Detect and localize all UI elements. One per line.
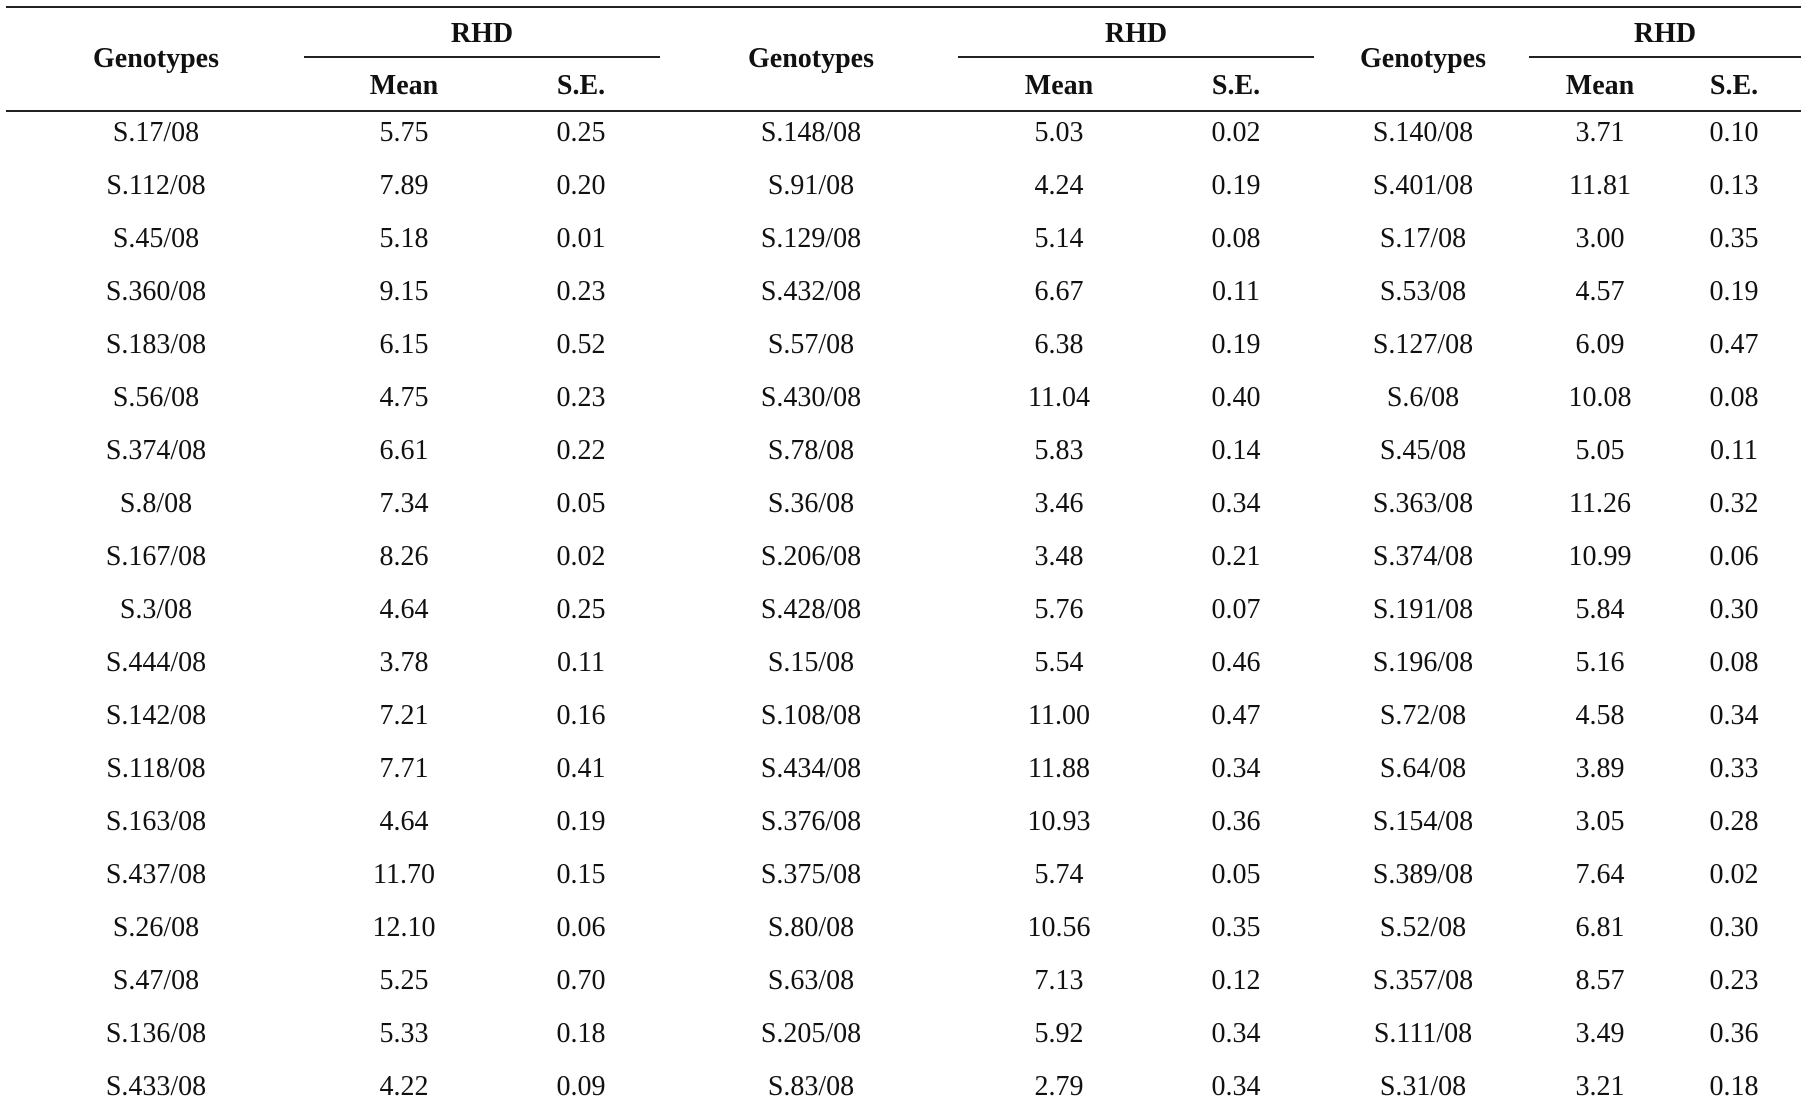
- table-top-rule: [6, 6, 1801, 8]
- genotype-cell: S.206/08: [760, 541, 862, 572]
- table-header-rule: [6, 110, 1801, 112]
- mean-cell: 3.05: [1575, 806, 1625, 837]
- mean-cell: 5.16: [1575, 647, 1625, 678]
- genotype-cell: S.47/08: [112, 965, 200, 996]
- genotype-cell: S.3/08: [119, 594, 193, 625]
- mean-cell: 7.64: [1575, 859, 1625, 890]
- genotype-cell: S.17/08: [1379, 223, 1467, 254]
- genotype-cell: S.360/08: [105, 276, 207, 307]
- genotype-cell: S.63/08: [767, 965, 855, 996]
- mean-cell: 10.08: [1568, 382, 1632, 413]
- se-cell: 0.36: [1211, 806, 1261, 837]
- genotype-cell: S.428/08: [760, 594, 862, 625]
- se-cell: 0.14: [1211, 435, 1261, 466]
- genotype-cell: S.136/08: [105, 1018, 207, 1049]
- mean-cell: 5.92: [1034, 1018, 1084, 1049]
- mean-header: Mean: [1024, 70, 1094, 101]
- genotype-cell: S.140/08: [1372, 117, 1474, 148]
- se-cell: 0.32: [1709, 488, 1759, 519]
- mean-cell: 3.71: [1575, 117, 1625, 148]
- mean-cell: 4.64: [379, 594, 429, 625]
- genotype-cell: S.444/08: [105, 647, 207, 678]
- genotype-cell: S.36/08: [767, 488, 855, 519]
- se-cell: 0.11: [1212, 276, 1260, 307]
- genotype-cell: S.127/08: [1372, 329, 1474, 360]
- genotype-cell: S.167/08: [105, 541, 207, 572]
- se-cell: 0.52: [556, 329, 606, 360]
- se-cell: 0.02: [1709, 859, 1759, 890]
- genotype-cell: S.191/08: [1372, 594, 1474, 625]
- genotype-cell: S.437/08: [105, 859, 207, 890]
- se-cell: 0.18: [556, 1018, 606, 1049]
- mean-cell: 3.21: [1575, 1071, 1625, 1102]
- se-cell: 0.12: [1211, 965, 1261, 996]
- mean-header: Mean: [369, 70, 439, 101]
- se-cell: 0.25: [556, 117, 606, 148]
- mean-cell: 10.93: [1027, 806, 1091, 837]
- genotype-cell: S.45/08: [1379, 435, 1467, 466]
- mean-cell: 11.26: [1569, 488, 1631, 519]
- mean-cell: 4.57: [1575, 276, 1625, 307]
- mean-cell: 5.76: [1034, 594, 1084, 625]
- genotype-cell: S.64/08: [1379, 753, 1467, 784]
- genotype-cell: S.17/08: [112, 117, 200, 148]
- genotype-cell: S.183/08: [105, 329, 207, 360]
- se-cell: 0.13: [1709, 170, 1759, 201]
- mean-cell: 7.21: [379, 700, 429, 731]
- genotype-cell: S.80/08: [767, 912, 855, 943]
- genotypes-header: Genotypes: [93, 43, 219, 74]
- genotype-cell: S.8/08: [119, 488, 193, 519]
- genotype-cell: S.45/08: [112, 223, 200, 254]
- se-cell: 0.07: [1211, 594, 1261, 625]
- mean-cell: 6.61: [379, 435, 429, 466]
- se-cell: 0.23: [556, 382, 606, 413]
- genotype-cell: S.375/08: [760, 859, 862, 890]
- genotypes-header: Genotypes: [1360, 43, 1486, 74]
- genotype-cell: S.72/08: [1379, 700, 1467, 731]
- mean-cell: 7.34: [379, 488, 429, 519]
- se-cell: 0.35: [1709, 223, 1759, 254]
- se-cell: 0.21: [1211, 541, 1261, 572]
- mean-cell: 10.99: [1568, 541, 1632, 572]
- mean-cell: 12.10: [372, 912, 436, 943]
- mean-cell: 7.89: [379, 170, 429, 201]
- mean-cell: 5.25: [379, 965, 429, 996]
- mean-cell: 4.22: [379, 1071, 429, 1102]
- mean-cell: 6.15: [379, 329, 429, 360]
- mean-cell: 3.89: [1575, 753, 1625, 784]
- genotype-cell: S.374/08: [1372, 541, 1474, 572]
- mean-cell: 5.75: [379, 117, 429, 148]
- mean-cell: 6.38: [1034, 329, 1084, 360]
- se-cell: 0.41: [556, 753, 606, 784]
- mean-cell: 5.74: [1034, 859, 1084, 890]
- mean-cell: 5.83: [1034, 435, 1084, 466]
- se-cell: 0.34: [1709, 700, 1759, 731]
- se-cell: 0.30: [1709, 912, 1759, 943]
- mean-cell: 3.48: [1034, 541, 1084, 572]
- genotype-cell: S.91/08: [767, 170, 855, 201]
- mean-cell: 5.14: [1034, 223, 1084, 254]
- genotype-cell: S.205/08: [760, 1018, 862, 1049]
- se-cell: 0.11: [557, 647, 605, 678]
- se-cell: 0.34: [1211, 1071, 1261, 1102]
- se-cell: 0.05: [556, 488, 606, 519]
- mean-cell: 4.64: [379, 806, 429, 837]
- mean-cell: 7.13: [1034, 965, 1084, 996]
- se-cell: 0.47: [1709, 329, 1759, 360]
- mean-cell: 11.04: [1028, 382, 1090, 413]
- mean-cell: 11.00: [1028, 700, 1090, 731]
- genotype-cell: S.196/08: [1372, 647, 1474, 678]
- mean-cell: 5.54: [1034, 647, 1084, 678]
- genotype-cell: S.434/08: [760, 753, 862, 784]
- genotype-cell: S.108/08: [760, 700, 862, 731]
- mean-cell: 6.09: [1575, 329, 1625, 360]
- genotype-cell: S.112/08: [106, 170, 206, 201]
- mean-cell: 11.81: [1569, 170, 1631, 201]
- se-cell: 0.19: [1709, 276, 1759, 307]
- se-cell: 0.08: [1709, 647, 1759, 678]
- se-cell: 0.46: [1211, 647, 1261, 678]
- mean-cell: 11.70: [373, 859, 435, 890]
- genotype-cell: S.53/08: [1379, 276, 1467, 307]
- se-cell: 0.33: [1709, 753, 1759, 784]
- mean-cell: 2.79: [1034, 1071, 1084, 1102]
- genotype-cell: S.83/08: [767, 1071, 855, 1102]
- genotype-cell: S.57/08: [767, 329, 855, 360]
- genotype-cell: S.26/08: [112, 912, 200, 943]
- se-cell: 0.08: [1709, 382, 1759, 413]
- se-cell: 0.28: [1709, 806, 1759, 837]
- genotype-cell: S.148/08: [760, 117, 862, 148]
- genotype-cell: S.118/08: [106, 753, 206, 784]
- se-cell: 0.18: [1709, 1071, 1759, 1102]
- se-cell: 0.20: [556, 170, 606, 201]
- genotype-cell: S.111/08: [1373, 1018, 1473, 1049]
- mean-cell: 5.03: [1034, 117, 1084, 148]
- genotype-cell: S.430/08: [760, 382, 862, 413]
- se-cell: 0.35: [1211, 912, 1261, 943]
- mean-cell: 3.49: [1575, 1018, 1625, 1049]
- genotype-cell: S.401/08: [1372, 170, 1474, 201]
- se-cell: 0.09: [556, 1071, 606, 1102]
- se-cell: 0.06: [556, 912, 606, 943]
- mean-cell: 10.56: [1027, 912, 1091, 943]
- se-cell: 0.19: [1211, 329, 1261, 360]
- se-cell: 0.01: [556, 223, 606, 254]
- genotypes-header: Genotypes: [748, 43, 874, 74]
- mean-cell: 4.75: [379, 382, 429, 413]
- mean-cell: 8.26: [379, 541, 429, 572]
- se-cell: 0.05: [1211, 859, 1261, 890]
- se-cell: 0.34: [1211, 1018, 1261, 1049]
- genotype-cell: S.31/08: [1379, 1071, 1467, 1102]
- genotype-cell: S.52/08: [1379, 912, 1467, 943]
- se-cell: 0.23: [556, 276, 606, 307]
- genotype-cell: S.129/08: [760, 223, 862, 254]
- se-header: S.E.: [1211, 70, 1261, 101]
- genotype-cell: S.357/08: [1372, 965, 1474, 996]
- se-cell: 0.34: [1211, 488, 1261, 519]
- se-cell: 0.25: [556, 594, 606, 625]
- mean-cell: 4.58: [1575, 700, 1625, 731]
- rhd-group-rule: [1529, 56, 1801, 58]
- se-cell: 0.22: [556, 435, 606, 466]
- genotype-cell: S.154/08: [1372, 806, 1474, 837]
- mean-cell: 3.00: [1575, 223, 1625, 254]
- genotype-cell: S.374/08: [105, 435, 207, 466]
- se-cell: 0.06: [1709, 541, 1759, 572]
- se-cell: 0.40: [1211, 382, 1261, 413]
- se-cell: 0.19: [556, 806, 606, 837]
- se-cell: 0.11: [1710, 435, 1758, 466]
- rhd-group-header: RHD: [1104, 18, 1168, 49]
- genotype-cell: S.433/08: [105, 1071, 207, 1102]
- se-cell: 0.02: [556, 541, 606, 572]
- genotype-cell: S.389/08: [1372, 859, 1474, 890]
- rhd-group-header: RHD: [1633, 18, 1697, 49]
- genotype-cell: S.432/08: [760, 276, 862, 307]
- mean-cell: 7.71: [379, 753, 429, 784]
- mean-cell: 6.81: [1575, 912, 1625, 943]
- rhd-group-rule: [958, 56, 1314, 58]
- se-cell: 0.47: [1211, 700, 1261, 731]
- mean-cell: 5.33: [379, 1018, 429, 1049]
- se-header: S.E.: [556, 70, 606, 101]
- se-cell: 0.02: [1211, 117, 1261, 148]
- mean-cell: 4.24: [1034, 170, 1084, 201]
- mean-cell: 9.15: [379, 276, 429, 307]
- genotype-cell: S.15/08: [767, 647, 855, 678]
- se-header: S.E.: [1709, 70, 1759, 101]
- rhd-group-rule: [304, 56, 660, 58]
- rhd-group-header: RHD: [450, 18, 514, 49]
- genotype-cell: S.6/08: [1386, 382, 1460, 413]
- se-cell: 0.34: [1211, 753, 1261, 784]
- mean-cell: 8.57: [1575, 965, 1625, 996]
- mean-cell: 5.84: [1575, 594, 1625, 625]
- mean-cell: 5.05: [1575, 435, 1625, 466]
- mean-cell: 3.46: [1034, 488, 1084, 519]
- se-cell: 0.15: [556, 859, 606, 890]
- genotype-cell: S.363/08: [1372, 488, 1474, 519]
- mean-cell: 3.78: [379, 647, 429, 678]
- genotype-cell: S.163/08: [105, 806, 207, 837]
- se-cell: 0.19: [1211, 170, 1261, 201]
- se-cell: 0.23: [1709, 965, 1759, 996]
- se-cell: 0.30: [1709, 594, 1759, 625]
- se-cell: 0.08: [1211, 223, 1261, 254]
- mean-cell: 5.18: [379, 223, 429, 254]
- mean-cell: 6.67: [1034, 276, 1084, 307]
- se-cell: 0.70: [556, 965, 606, 996]
- se-cell: 0.16: [556, 700, 606, 731]
- genotype-cell: S.142/08: [105, 700, 207, 731]
- genotype-cell: S.78/08: [767, 435, 855, 466]
- genotype-cell: S.376/08: [760, 806, 862, 837]
- se-cell: 0.36: [1709, 1018, 1759, 1049]
- se-cell: 0.10: [1709, 117, 1759, 148]
- mean-cell: 11.88: [1028, 753, 1090, 784]
- genotype-cell: S.56/08: [112, 382, 200, 413]
- mean-header: Mean: [1565, 70, 1635, 101]
